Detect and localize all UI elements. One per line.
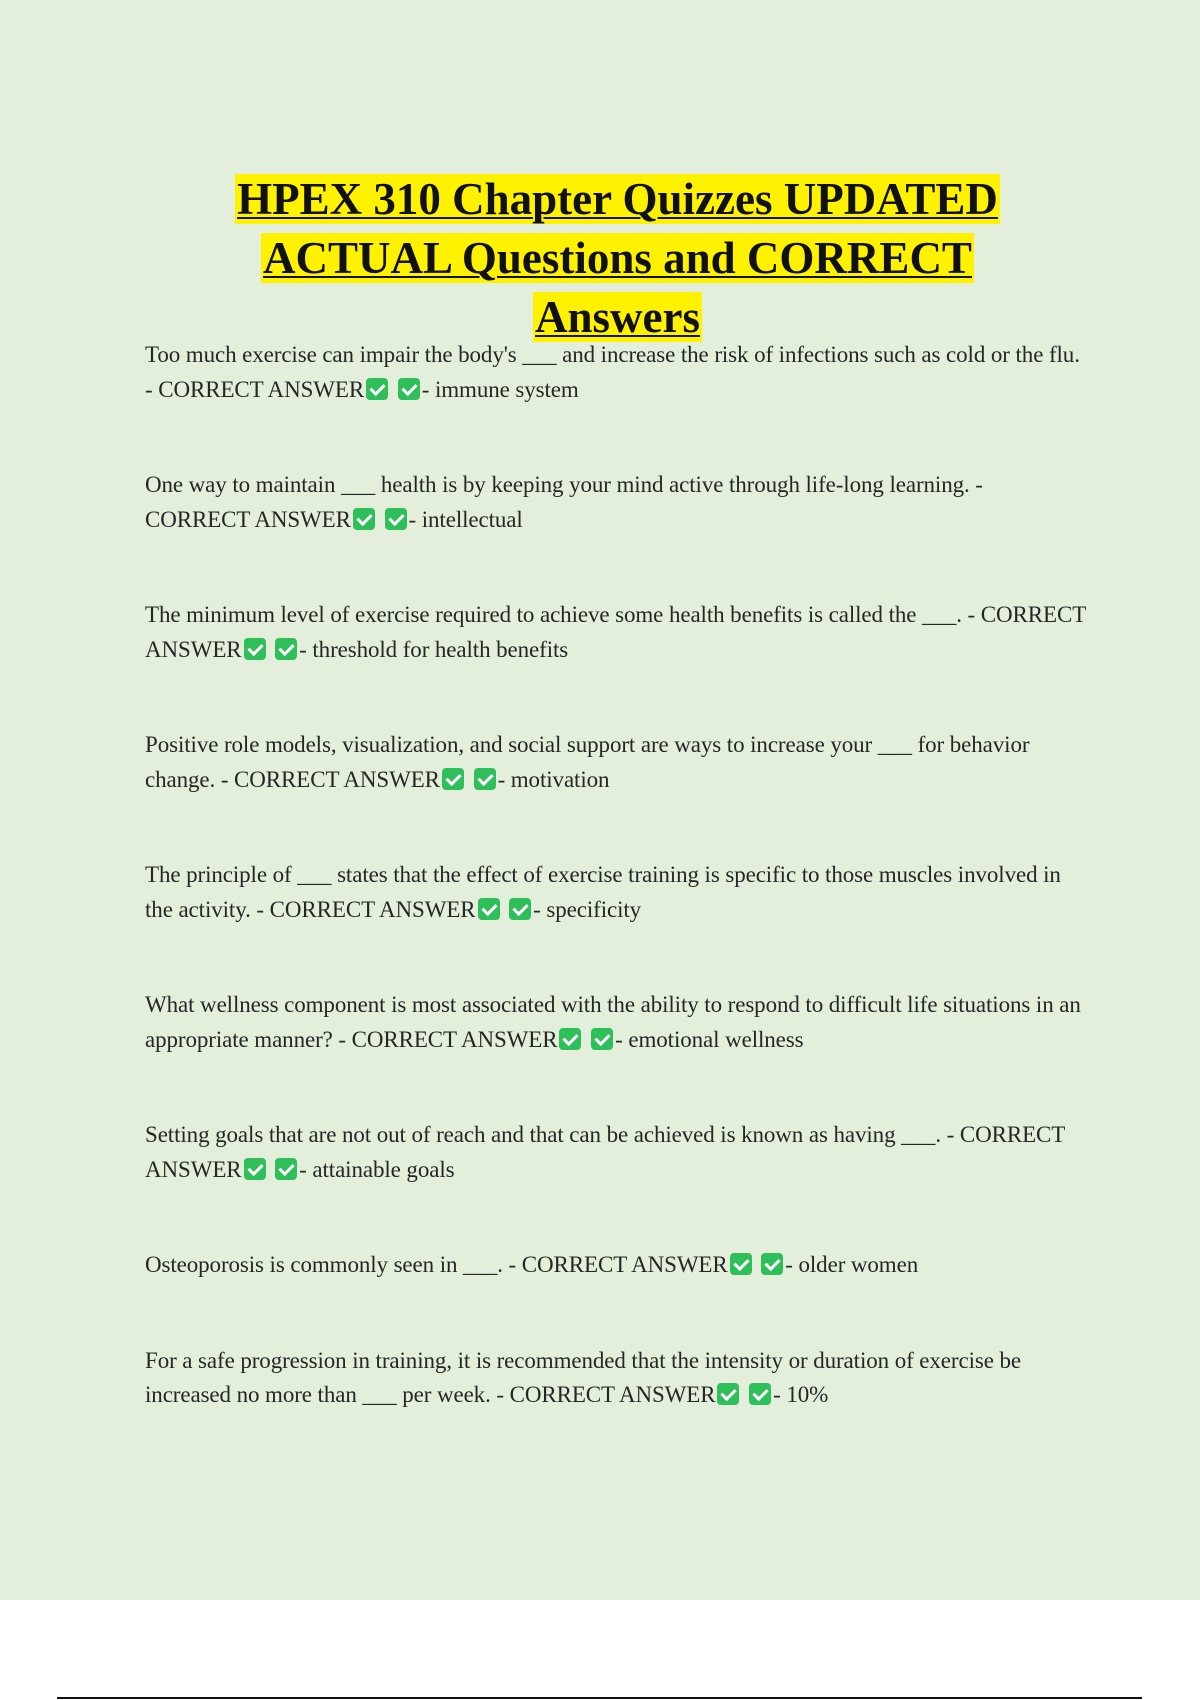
answer-text: - specificity [533,896,642,922]
footer-divider [57,1697,1142,1699]
qa-item-4 [145,728,1090,797]
check-box-icon [559,1028,581,1050]
question-text: Osteoporosis is commonly seen in ___. - [145,1252,517,1277]
qa-item-8 [145,1248,1090,1283]
check-box-icon [398,378,420,400]
answer-label: CORRECT ANSWER [145,1122,1065,1182]
question-text: For a safe progression in training, it is recommended that the intensity or duration of exercise be increased no more than ___ per week. - [145,1347,1021,1407]
answer-label: CORRECT ANSWER [234,766,440,792]
qa-item-6 [145,988,1090,1057]
qa-item-5 [145,858,1090,927]
answer-text: - attainable goals [299,1156,455,1182]
title-line-3: Answers [535,292,700,343]
qa-item-3 [145,598,1090,667]
check-box-icon [509,898,531,920]
question-text: Positive role models, visualization, and social support are ways to increase your ___ for behavior change. - [145,732,1030,792]
question-text: Setting goals that are not out of reach and that can be achieved is known as having ___. - [145,1122,955,1147]
answer-label: CORRECT ANSWER [521,1252,728,1277]
check-box-icon [474,768,496,790]
question-text: What wellness component is most associated with the ability to respond to difficult life situations in an appropriate manner? - [145,992,1081,1052]
check-box-icon [730,1253,752,1275]
question-text: Too much exercise can impair the body's ___ and increase the risk of infections such as cold or the flu. - [145,342,1080,402]
check-box-icon [591,1028,613,1050]
qa-item-9 [145,1344,1090,1413]
answer-text: - immune system [421,376,579,402]
check-box-icon [749,1383,771,1405]
title-line-1: HPEX 310 Chapter Quizzes UPDATED [237,174,998,225]
answer-text: - older women [785,1252,919,1277]
answer-label: CORRECT ANSWER [351,1026,558,1052]
check-box-icon [442,768,464,790]
check-box-icon [244,638,266,660]
check-box-icon [275,1158,297,1180]
answer-text: - 10% [773,1382,829,1407]
check-box-icon [478,898,500,920]
qa-item-1 [145,338,1090,407]
answer-text: - motivation [497,766,610,792]
answer-text: - threshold for health benefits [299,636,569,662]
check-box-icon [275,638,297,660]
question-text: The minimum level of exercise required to achieve some health benefits is called the ___. - [145,602,976,627]
check-box-icon [353,508,375,530]
question-text: The principle of ___ states that the effect of exercise training is specific to those muscles involved in the activity. - [145,862,1061,922]
check-box-icon [717,1383,739,1405]
check-box-icon [385,508,407,530]
check-box-icon [366,378,388,400]
answer-label: CORRECT ANSWER [509,1382,716,1407]
check-box-icon [761,1253,783,1275]
answer-label: CORRECT ANSWER [145,602,1086,662]
answer-label: CORRECT ANSWER [158,376,365,402]
page-title [120,170,1115,347]
qa-item-2 [145,468,1090,537]
question-answer-list [145,338,1090,1474]
check-box-icon [244,1158,266,1180]
answer-label: CORRECT ANSWER [269,896,476,922]
question-text: One way to maintain ___ health is by keeping your mind active through life-long learning. - [145,472,983,497]
answer-text: - intellectual [408,506,523,532]
title-line-2: ACTUAL Questions and CORRECT [263,233,972,284]
qa-item-7 [145,1118,1090,1187]
answer-label: CORRECT ANSWER [145,506,351,532]
answer-text: - emotional wellness [615,1026,804,1052]
